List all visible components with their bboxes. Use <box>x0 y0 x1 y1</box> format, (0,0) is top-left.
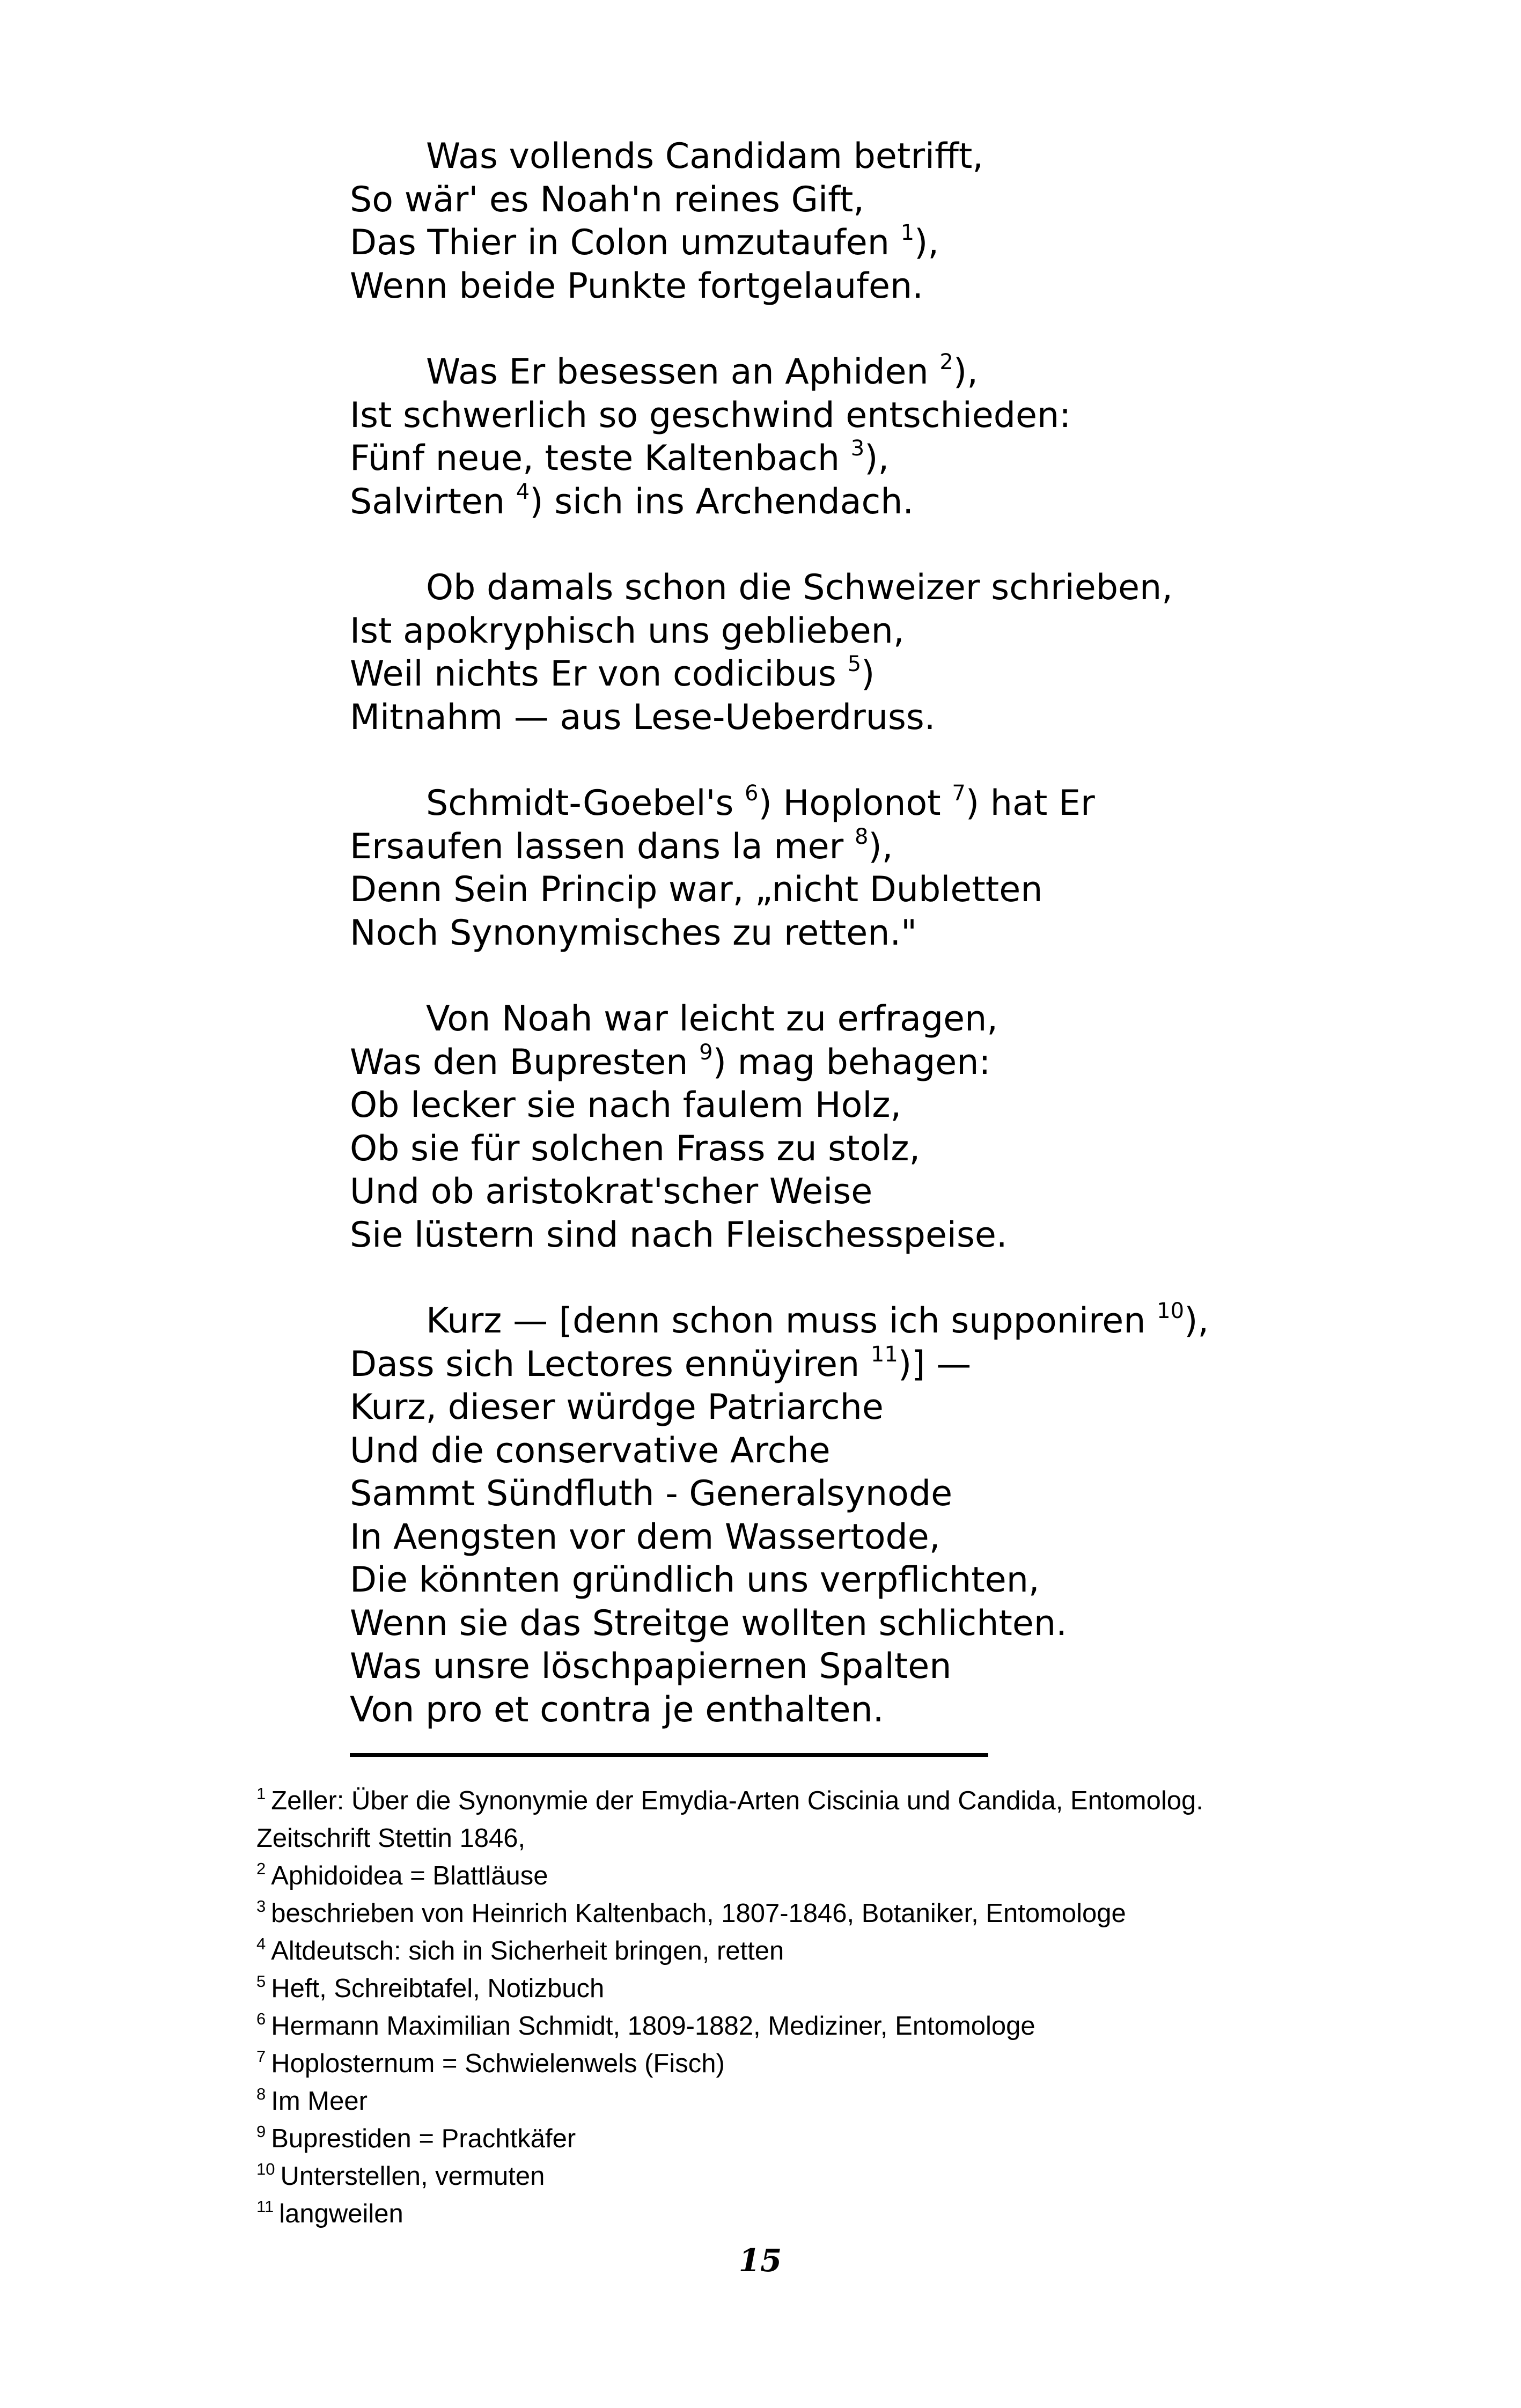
verse-line: Was den Bupresten $^9$) mag behagen: <box>350 1040 991 1083</box>
footnote-number: 4 <box>256 1934 266 1953</box>
footnote-number: 10 <box>256 2159 275 2178</box>
verse-line: Ob lecker sie nach faulem Holz, <box>350 1085 902 1125</box>
footnote-text: beschrieben von Heinrich Kaltenbach, 1807-1846, Botaniker, Entomologe <box>271 1899 1126 1928</box>
verse-line: Die könnten gründlich uns verpflichten, <box>350 1560 1040 1600</box>
footnote <box>256 2120 1329 2157</box>
footnote-number: 9 <box>256 2122 266 2141</box>
stanza <box>350 782 1316 955</box>
footnote-ref: 10 <box>1157 1299 1185 1324</box>
footnote <box>256 2195 1329 2233</box>
verse-line: Und die conservative Arche <box>350 1430 831 1471</box>
footnote-ref: 4 <box>516 479 530 504</box>
verse-line: Ob sie für solchen Frass zu stolz, <box>350 1128 921 1169</box>
stanza <box>350 998 1316 1257</box>
footnote <box>256 2007 1329 2045</box>
verse-line: Denn Sein Princip war, „nicht Dubletten <box>350 870 1043 910</box>
stanza <box>350 566 1316 739</box>
verse-line: In Aengsten vor dem Wassertode, <box>350 1516 940 1557</box>
footnote-ref: 6 <box>744 781 759 806</box>
verse-line: Fünf neue, teste Kaltenbach $^3$), <box>350 436 890 478</box>
footnote-text: Zeitschrift Stettin 1846, <box>256 1824 526 1853</box>
verse-line: Was unsre löschpapiernen Spalten <box>350 1646 952 1687</box>
verse-line: Salvirten $^4$) sich ins Archendach. <box>350 479 914 522</box>
verse-line: Ist schwerlich so geschwind entschieden: <box>350 395 1071 436</box>
verse-line: Sammt Sündfluth - Generalsynode <box>350 1474 953 1514</box>
footnote-text: Im Meer <box>271 2087 368 2116</box>
footnote-text: Unterstellen, vermuten <box>280 2162 545 2191</box>
verse-line: So wär' es Noah'n reines Gift, <box>350 179 864 220</box>
footnote-text: langweilen <box>279 2199 403 2228</box>
footnote-ref: 8 <box>854 824 869 849</box>
verse-line: Noch Synonymisches zu retten." <box>350 912 917 953</box>
footnote-number: 6 <box>256 2009 266 2028</box>
stanza <box>350 1300 1316 1732</box>
footnote <box>256 1932 1329 1970</box>
footnote <box>256 2157 1329 2195</box>
footnote-text: Buprestiden = Prachtkäfer <box>271 2124 576 2153</box>
footnote-number: 5 <box>256 1971 266 1991</box>
verse-line: Kurz — [denn schon muss ich supponiren $^{10}$), <box>426 1299 1209 1341</box>
verse-line: Von pro et contra je enthalten. <box>350 1689 884 1730</box>
footnote <box>256 1782 1329 1857</box>
footnote <box>256 1970 1329 2007</box>
stanza <box>350 351 1316 524</box>
verse-line: Kurz, dieser würdge Patriarche <box>350 1387 884 1427</box>
page-number: 15 <box>738 2242 782 2279</box>
footnote-number: 1 <box>256 1784 266 1803</box>
footnote-text: Aphidoidea = Blattläuse <box>271 1861 548 1890</box>
footnote-ref: 2 <box>939 350 953 375</box>
verse-line: Weil nichts Er von codicibus $^5$) <box>350 652 875 694</box>
poem-body <box>350 135 1316 1732</box>
footnote-ref: 11 <box>870 1342 898 1367</box>
footnote-number: 7 <box>256 2046 266 2066</box>
footnote-text: Hoplosternum = Schwielenwels (Fisch) <box>271 2049 725 2078</box>
footnote-text: Hermann Maximilian Schmidt, 1809-1882, Mediziner, Entomologe <box>271 2012 1035 2041</box>
verse-line: Schmidt-Goebel's $^6$) Hoplonot $^7$) hat Er <box>426 781 1095 823</box>
footnote-text: Heft, Schreibtafel, Notizbuch <box>271 1974 605 2003</box>
verse-line: Was vollends Candidam betrifft, <box>426 136 984 176</box>
footnote-ref: 1 <box>900 220 915 246</box>
verse-line: Ob damals schon die Schweizer schrieben, <box>426 568 1173 608</box>
footnote <box>256 1857 1329 1895</box>
footnote-text: Altdeutsch: sich in Sicherheit bringen, retten <box>271 1936 784 1965</box>
footnote-ref: 7 <box>952 781 966 806</box>
footnote-ref: 9 <box>699 1040 713 1065</box>
verse-line: Von Noah war leicht zu erfragen, <box>426 999 998 1039</box>
footnote-text: Zeller: Über die Synonymie der Emydia-Arten Ciscinia und Candida, Entomolog. <box>271 1786 1203 1815</box>
verse-line: Was Er besessen an Aphiden $^2$), <box>426 350 978 392</box>
footnote-number: 3 <box>256 1896 266 1916</box>
footnotes <box>256 1782 1329 2233</box>
verse-line: Ersaufen lassen dans la mer $^8$), <box>350 824 893 867</box>
footnote-separator <box>350 1753 988 1757</box>
stanza <box>350 135 1316 308</box>
footnote-ref: 5 <box>847 652 862 677</box>
footnote <box>256 1895 1329 1932</box>
footnote <box>256 2045 1329 2082</box>
footnote-number: 8 <box>256 2084 266 2103</box>
verse-line: Wenn sie das Streitge wollten schlichten. <box>350 1603 1067 1644</box>
footnote <box>256 2082 1329 2120</box>
verse-line: Ist apokryphisch uns geblieben, <box>350 610 905 651</box>
verse-line: Wenn beide Punkte fortgelaufen. <box>350 266 923 306</box>
footnote-ref: 3 <box>850 436 865 461</box>
footnote-number: 11 <box>256 2197 274 2216</box>
verse-line: Sie lüstern sind nach Fleischesspeise. <box>350 1214 1008 1255</box>
verse-line: Mitnahm — aus Lese-Ueberdruss. <box>350 697 936 738</box>
footnote-number: 2 <box>256 1859 266 1878</box>
verse-line: Dass sich Lectores ennüyiren $^{11}$)] — <box>350 1342 972 1385</box>
verse-line: Und ob aristokrat'scher Weise <box>350 1172 873 1212</box>
verse-line: Das Thier in Colon umzutaufen $^1$), <box>350 220 939 263</box>
